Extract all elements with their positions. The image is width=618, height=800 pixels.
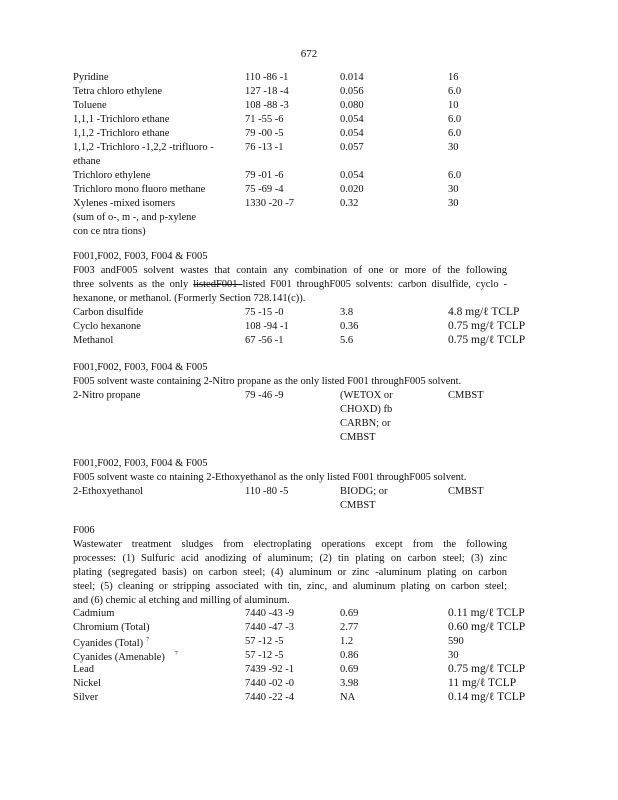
constituent-name: Xylenes -mixed isomers	[73, 198, 176, 209]
section-description: and (6) chemic al etching and milling of aluminum.	[73, 595, 290, 606]
table-row	[73, 609, 553, 621]
section-heading: F001,F002, F003, F004 & F005	[73, 458, 208, 469]
nonwastewater-standard: CMBST	[448, 486, 484, 497]
wastewater-standard: 0.36	[340, 321, 359, 332]
nonwastewater-standard: 6.0	[448, 128, 462, 139]
section-description: Wastewater treatment sludges from electroplating operations except from the following	[73, 539, 507, 550]
table-row	[73, 143, 553, 155]
nonwastewater-standard: 0.75 mg/ℓ TCLP	[448, 320, 526, 332]
nonwastewater-standard: 30	[448, 184, 459, 195]
wastewater-standard: 0.69	[340, 608, 359, 619]
wastewater-standard: 0.69	[340, 664, 359, 675]
xylene-note: con ce ntra tions)	[73, 226, 146, 237]
constituent-name: Cyclo hexanone	[73, 321, 141, 332]
section-description: processes: (1) Sulfuric acid anodizing of aluminum; (2) tin plating on carbon steel; (3) zinc	[73, 553, 507, 564]
wastewater-standard: 5.6	[340, 335, 354, 346]
cas-number: 7440 -22 -4	[245, 692, 294, 703]
table-row	[73, 87, 553, 99]
wastewater-standard: 1.2	[340, 636, 354, 647]
nonwastewater-standard: CMBST	[448, 390, 484, 401]
nonwastewater-standard: 0.60 mg/ℓ TCLP	[448, 621, 526, 633]
nonwastewater-standard: 30	[448, 198, 459, 209]
table-row-continuation	[73, 501, 553, 513]
wastewater-standard: 0.054	[340, 114, 364, 125]
table-row	[73, 171, 553, 183]
constituent-name	[73, 637, 149, 650]
constituent-label: Cyanides (Total)	[73, 638, 144, 649]
constituent-name: Trichloro mono fluoro methane	[73, 184, 206, 195]
table-row	[73, 487, 553, 499]
nonwastewater-standard: 30	[448, 142, 459, 153]
table-row	[73, 73, 553, 85]
constituent-name	[73, 651, 178, 664]
constituent-name: 1,1,2 -Trichloro ethane	[73, 128, 170, 139]
table-row	[73, 693, 553, 705]
table-row	[73, 129, 553, 141]
wastewater-standard: CMBST	[340, 500, 376, 511]
description-text: listed F001 throughF005 solvents: carbon disulfide, cyclo -	[242, 279, 507, 290]
table-row-continuation	[73, 433, 553, 445]
footnote-marker: 7	[146, 637, 150, 643]
wastewater-standard: NA	[340, 692, 356, 703]
constituent-name: Chromium (Total)	[73, 622, 150, 633]
cas-number: 108 -94 -1	[245, 321, 289, 332]
cas-number: 108 -88 -3	[245, 100, 289, 111]
table-row-continuation	[73, 419, 553, 431]
waste-code: F006	[73, 525, 95, 536]
cas-number: 110 -86 -1	[245, 72, 289, 83]
constituent-name: Nickel	[73, 678, 101, 689]
wastewater-standard: CARBN; or	[340, 418, 391, 429]
xylene-note: (sum of o-, m -, and p-xylene	[73, 212, 197, 223]
nonwastewater-standard: 30	[448, 650, 459, 661]
table-row	[73, 308, 553, 320]
nonwastewater-standard: 10	[448, 100, 459, 111]
constituent-label: Cyanides (Amenable)	[73, 652, 165, 663]
section-description: plating (segregated basis) on carbon steel; (4) aluminum or zinc -aluminum plating on carbon	[73, 567, 507, 578]
wastewater-standard: 3.98	[340, 678, 359, 689]
constituent-name: Methanol	[73, 335, 114, 346]
constituent-name: Lead	[73, 664, 94, 675]
constituent-name: Cadmium	[73, 608, 115, 619]
wastewater-standard: 0.020	[340, 184, 364, 195]
wastewater-standard: 0.080	[340, 100, 364, 111]
cas-number: 75 -15 -0	[245, 307, 284, 318]
page-number: 672	[300, 48, 318, 60]
cas-number: 7440 -43 -9	[245, 608, 294, 619]
cas-number: 57 -12 -5	[245, 636, 284, 647]
section-description: hexanone, or methanol. (Formerly Section 728.141(c)).	[73, 293, 306, 304]
constituent-name: Silver	[73, 692, 99, 703]
nonwastewater-standard: 590	[448, 636, 464, 647]
struck-text: listedF001	[193, 279, 243, 290]
table-row	[73, 651, 553, 663]
section-description: steel; (5) cleaning or stripping associated with tin, zinc, and aluminum plating on carbon steel;	[73, 581, 507, 592]
cas-number: 57 -12 -5	[245, 650, 284, 661]
nonwastewater-standard: 0.75 mg/ℓ TCLP	[448, 663, 526, 675]
wastewater-standard: BIODG; or	[340, 486, 388, 497]
nonwastewater-standard: 16	[448, 72, 459, 83]
constituent-name: Pyridine	[73, 72, 109, 83]
constituent-name: 2-Nitro propane	[73, 390, 141, 401]
cas-number: 76 -13 -1	[245, 142, 284, 153]
wastewater-standard: CMBST	[340, 432, 376, 443]
nonwastewater-standard: 6.0	[448, 170, 462, 181]
table-row	[73, 322, 553, 334]
constituent-name: 1,1,1 -Trichloro ethane	[73, 114, 170, 125]
nonwastewater-standard: 0.75 mg/ℓ TCLP	[448, 334, 526, 346]
wastewater-standard: 0.054	[340, 128, 364, 139]
wastewater-standard: 0.014	[340, 72, 364, 83]
cas-number: 67 -56 -1	[245, 335, 284, 346]
nonwastewater-standard: 4.8 mg/ℓ TCLP	[448, 306, 520, 318]
table-row	[73, 115, 553, 127]
nonwastewater-standard: 6.0	[448, 114, 462, 125]
table-row	[73, 101, 553, 113]
table-row	[73, 391, 553, 403]
cas-number: 79 -00 -5	[245, 128, 284, 139]
section-description: F005 solvent waste co ntaining 2-Ethoxyethanol as the only listed F001 throughF005 solvent.	[73, 472, 467, 483]
section-heading: F001,F002, F003, F004 & F005	[73, 362, 208, 373]
section-heading: F001,F002, F003, F004 & F005	[73, 251, 208, 262]
cas-number: 110 -80 -5	[245, 486, 289, 497]
section-description: F003 andF005 solvent wastes that contain any combination of one or more of the following	[73, 265, 507, 276]
table-row	[73, 199, 553, 211]
table-row	[73, 665, 553, 677]
wastewater-standard: 0.056	[340, 86, 364, 97]
wastewater-standard: 3.8	[340, 307, 354, 318]
wastewater-standard: 2.77	[340, 622, 359, 633]
constituent-name: Trichloro ethylene	[73, 170, 151, 181]
constituent-name: 1,1,2 -Trichloro -1,2,2 -trifluoro -	[73, 142, 214, 153]
description-text: three solvents as the only	[73, 279, 194, 290]
nonwastewater-standard: 11 mg/ℓ TCLP	[448, 677, 517, 689]
constituent-name: Toluene	[73, 100, 107, 111]
cas-number: 127 -18 -4	[245, 86, 289, 97]
cas-number: 1330 -20 -7	[245, 198, 294, 209]
cas-number: 7439 -92 -1	[245, 664, 294, 675]
cas-number: 71 -55 -6	[245, 114, 284, 125]
wastewater-standard: 0.32	[340, 198, 359, 209]
constituent-name-continuation: ethane	[73, 156, 101, 167]
wastewater-standard: 0.86	[340, 650, 359, 661]
table-row	[73, 336, 553, 348]
footnote-marker: 7	[174, 651, 178, 657]
cas-number: 75 -69 -4	[245, 184, 284, 195]
constituent-name: Carbon disulfide	[73, 307, 144, 318]
nonwastewater-standard: 0.11 mg/ℓ TCLP	[448, 607, 525, 619]
constituent-name: 2-Ethoxyethanol	[73, 486, 143, 497]
section-description: F005 solvent waste containing 2-Nitro propane as the only listed F001 throughF005 solvent.	[73, 376, 462, 387]
wastewater-standard: (WETOX or	[340, 390, 393, 401]
wastewater-standard: 0.057	[340, 142, 364, 153]
table-row	[73, 637, 553, 649]
cas-number: 79 -46 -9	[245, 390, 284, 401]
table-row	[73, 679, 553, 691]
wastewater-standard: 0.054	[340, 170, 364, 181]
table-row	[73, 623, 553, 635]
section-description	[73, 280, 507, 291]
cas-number: 7440 -02 -0	[245, 678, 294, 689]
nonwastewater-standard: 0.14 mg/ℓ TCLP	[448, 691, 526, 703]
table-row	[73, 185, 553, 197]
constituent-name: Tetra chloro ethylene	[73, 86, 163, 97]
wastewater-standard: CHOXD) fb	[340, 404, 393, 415]
nonwastewater-standard: 6.0	[448, 86, 462, 97]
table-row-continuation	[73, 405, 553, 417]
cas-number: 79 -01 -6	[245, 170, 284, 181]
cas-number: 7440 -47 -3	[245, 622, 294, 633]
